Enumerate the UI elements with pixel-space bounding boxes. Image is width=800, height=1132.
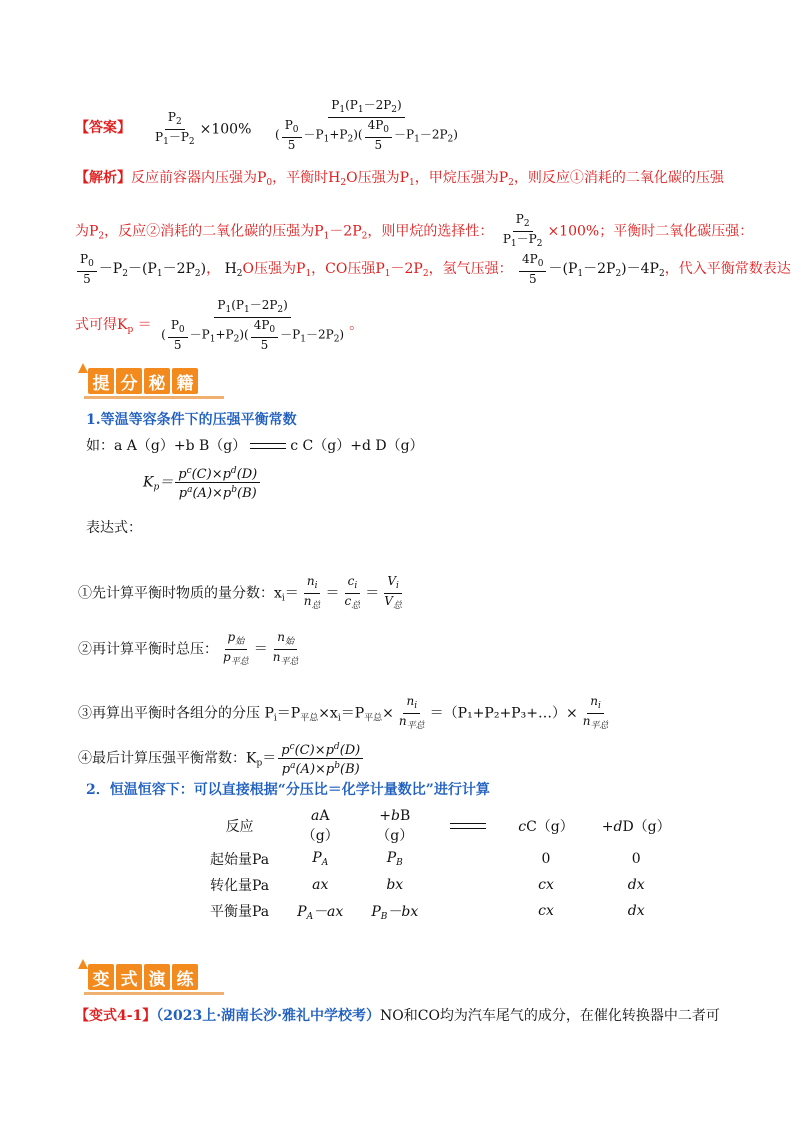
table-cell: $P_B$ <box>386 850 403 868</box>
table-cell: cx <box>538 903 554 919</box>
example-equation: 如：a A（g）+b B（g） c C（g）+d D（g） <box>86 438 424 454</box>
badge-char: 演 <box>144 964 170 990</box>
heading-1: 1.等温等容条件下的压强平衡常数 <box>86 412 297 428</box>
kp-formula: $K_p=$ $\frac{p^c(C)\times p^d(D)}{p^a(A)\times p^b(B)}$ <box>143 464 262 501</box>
table-cell: dx <box>627 877 645 893</box>
table-header-cell <box>432 806 504 846</box>
answer-kp: $P_1(P_1-2P_2)$ ( $\frac{P_0}{5}$ $-P_1+P_2$)( $\frac{4P_0}{5}$ $-P_1-2P_2$) <box>275 98 458 152</box>
table-header-cell: +dD（g） <box>601 819 671 835</box>
badge-char: 练 <box>172 964 198 990</box>
badge-char: 分 <box>116 368 142 394</box>
variant-line: 【变式4-1】（2023上·湖南长沙·雅礼中学校考）NO和CO均为汽车尾气的成分，在催化转换器中二者可 <box>75 1008 720 1024</box>
step-3: ③再算出平衡时各组分的分压 $P_i=P_{平总}\times x_i=P_{平总}\times$ $\frac{n_i}{n_{平总}}$ ＝（P₁+P₂+P₃+…）× $\frac{n_i}{n_{平总}}$ <box>78 694 609 731</box>
table-row <box>196 846 685 872</box>
expression-label: 表达式： <box>86 520 142 536</box>
answer-selectivity: $\frac{P_2}{P_1-P_2}$ ×100% <box>155 110 252 147</box>
table-cell: 0 <box>631 851 641 867</box>
table-cell: 起始量Pa <box>210 852 270 868</box>
table-cell: $P_A$ <box>312 850 329 868</box>
analysis-line-3: $\frac{P_0}{5}$ $-P_2-(P_1-2P_2)$， $H_2O$压强为$P_1$，CO压强$P_1-2P_2$，氢气压强： $\frac{4P_0}{5}$ $-(P_1-2P_2)-4P_2$，代入平衡常数表达 <box>75 252 791 286</box>
analysis-line-1: 【解析】反应前容器内压强为$P_0$，平衡时$H_2O$压强为$P_1$，甲烷压强为$P_2$，则反应①消耗的二氧化碳的压强 <box>75 170 724 188</box>
table-cell: ax <box>312 877 329 893</box>
step-2: ②再计算平衡时总压： $\frac{p_始}{p_{平总}}$ ＝ $\frac{n_始}{n_{平总}}$ <box>78 630 299 667</box>
badge-underline <box>84 992 224 995</box>
analysis-line-2: 为$P_2$，反应②消耗的二氧化碳的压强为$P_1-2P_2$，则甲烷的选择性： $\frac{P_2}{P_1-P_2}$ ×100%；平衡时二氧化碳压强： <box>75 212 754 249</box>
equilibrium-arrow-icon <box>450 821 486 831</box>
table-header-cell: aA （g） <box>301 808 339 844</box>
table-cell: cx <box>538 877 554 893</box>
step-4: ④最后计算压强平衡常数：$K_p=$ $\frac{p^c(C)\times p^d(D)}{p^a(A)\times p^b(B)}$ <box>78 740 365 777</box>
table-cell: $P_A-ax$ <box>297 903 344 922</box>
badge-char: 提 <box>88 368 114 394</box>
section-badge-practice <box>88 964 198 990</box>
answer-label: 【答案】 <box>75 120 131 136</box>
analysis-line-4: 式可得$K_p$ ＝ $P_1(P_1-2P_2)$ ( $\frac{P_0}{5}$ $-P_1+P_2$)( $\frac{4P_0}{5}$ $-P_1-2P_2$) 。 <box>75 298 364 352</box>
badge-char: 籍 <box>172 368 198 394</box>
table-cell: 转化量Pa <box>210 878 270 894</box>
badge-underline <box>84 396 224 399</box>
heading-2: 2．恒温恒容下：可以直接根据“分压比＝化学计量数比”进行计算 <box>86 782 490 798</box>
table-header-cell: 反应 <box>225 819 254 835</box>
table-row <box>196 898 685 924</box>
badge-char: 变 <box>88 964 114 990</box>
table-cell: 0 <box>541 851 551 867</box>
table-cell: bx <box>386 877 404 893</box>
table-cell: 平衡量Pa <box>210 904 270 920</box>
table-row <box>196 806 685 846</box>
step-1: ①先计算平衡时物质的量分数：$x_i=$ $\frac{n_i}{n_总}$ ＝ $\frac{c_i}{c_总}$ ＝ $\frac{V_i}{V_总}$ <box>78 574 402 611</box>
badge-char: 式 <box>116 964 142 990</box>
table-cell: $P_B-bx$ <box>371 903 419 922</box>
badge-char: 秘 <box>144 368 170 394</box>
reaction-table <box>196 806 685 924</box>
table-row <box>196 872 685 898</box>
table-cell: dx <box>627 903 645 919</box>
equilibrium-arrow-icon <box>250 441 286 451</box>
table-header-cell: cC（g） <box>518 819 574 835</box>
section-badge-tips <box>88 368 198 394</box>
table-header-cell: +bB （g） <box>376 808 414 844</box>
